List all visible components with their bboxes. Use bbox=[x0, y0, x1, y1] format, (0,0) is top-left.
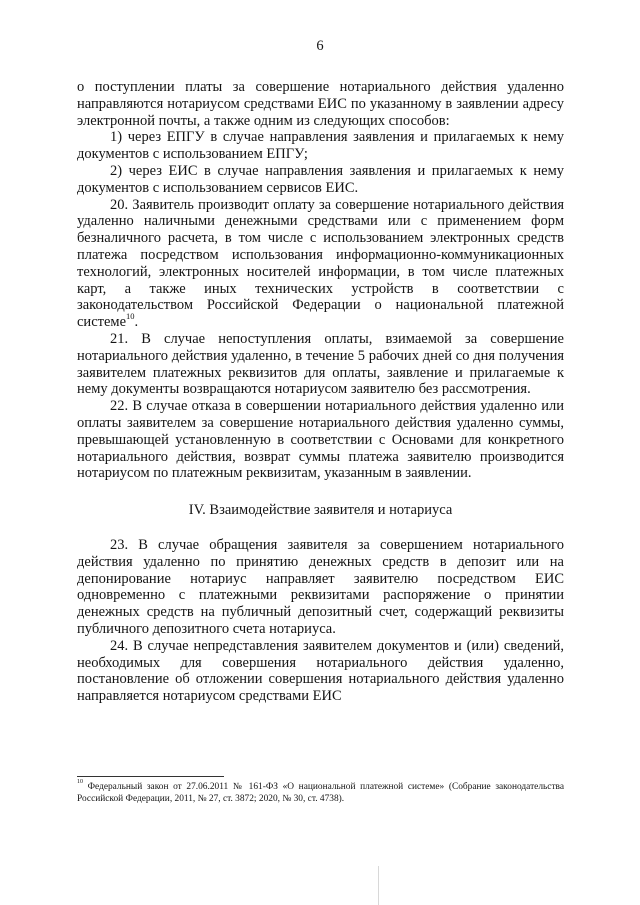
footnote-number: 10 bbox=[77, 778, 83, 785]
paragraph-23: 23. В случае обращения заявителя за совершением нотариального действия удаленно по принятию денежных средств в депозит или на депонирование нотариус направляет заявителю посредством ЕИС одновременно с платежными реквизитами распоряжение о принятии денежных средств на публичный депозитный счет, содержащий реквизиты публичного депозитного счета нотариуса. bbox=[77, 536, 564, 637]
paragraph-24: 24. В случае непредставления заявителем документов и (или) сведений, необходимых для совершения нотариального действия удаленно, постановление об отложении совершения нотариального действия удаленно направляется нотариусом средствами ЕИС bbox=[77, 637, 564, 705]
footnote-divider bbox=[77, 776, 224, 777]
paragraph-21: 21. В случае непоступления оплаты, взимаемой за совершение нотариального действия удаленно, в течение 5 рабочих дней со дня получения заявителем платежных реквизитов для оплаты, заявление и прилагаемые к нему документы возвращаются нотариусом заявителю без рассмотрения. bbox=[77, 330, 564, 398]
footnote-text: Федеральный закон от 27.06.2011 № 161-ФЗ «О национальной платежной системе» (Собрание законодательства Российской Федерации, 2011, № 27, ст. 3872; 2020, № 30, ст. 4738). bbox=[77, 782, 565, 804]
paragraph-20 bbox=[77, 197, 564, 331]
paragraph-20-tail: . bbox=[134, 314, 139, 331]
footnote-reference[interactable]: 10 bbox=[126, 311, 135, 322]
paragraph-22: 22. В случае отказа в совершении нотариального действия удаленно или оплаты заявителем за совершение нотариального действия удаленно суммы, превышающей установленную в соответствии с Основами для конкретного нотариального действия, возврат суммы платежа заявителю производится нотариусом по платежным реквизитам, указанным в заявлении. bbox=[77, 398, 564, 482]
document-body bbox=[77, 79, 564, 705]
paragraph-item-2: 2) через ЕИС в случае направления заявления и прилагаемых к нему документов с использованием сервисов ЕИС. bbox=[77, 162, 564, 196]
scan-fold-line bbox=[378, 866, 379, 905]
paragraph-20-text: 20. Заявитель производит оплату за совершение нотариального действия удаленно наличными денежными средствами или с применением форм безналичного расчета, в том числе с использованием электронных средств платежа посредством использования информационно-коммуникационных технологий, электронных носителей информации, в том числе платежных карт, а также иных технических устройств в соответствии с законодательством Российской Федерации о национальной платежной системе bbox=[77, 196, 564, 331]
footnote bbox=[77, 778, 565, 805]
page-number: 6 bbox=[316, 38, 324, 54]
paragraph-continuation: о поступлении платы за совершение нотариального действия удаленно направляются нотариусом средствами ЕИС по указанному в заявлении адресу электронной почты, а также одним из следующих способов: bbox=[77, 79, 564, 129]
section-heading: IV. Взаимодействие заявителя и нотариуса bbox=[188, 502, 453, 519]
paragraph-item-1: 1) через ЕПГУ в случае направления заявления и прилагаемых к нему документов с использованием ЕПГУ; bbox=[77, 129, 564, 163]
